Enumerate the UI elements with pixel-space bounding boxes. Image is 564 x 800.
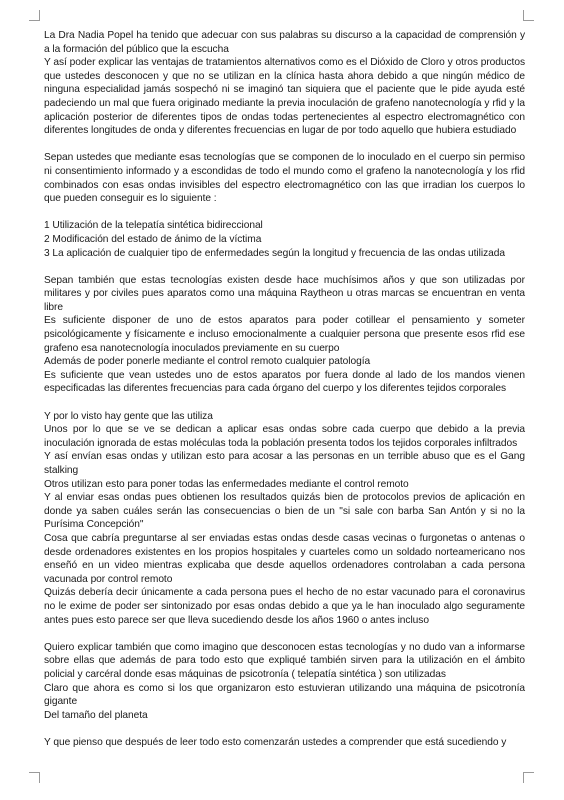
blank-line: [44, 260, 525, 274]
paragraph: Y por lo visto hay gente que las utiliza: [44, 410, 213, 422]
paragraph: Sepan ustedes que mediante esas tecnologías que se componen de lo inoculado en el cuerpo sin permiso ni consentimiento informado y a escondidas de todo el mundo como el grafeno la nanotecnología y los rfid combinados con esas ondas invisibles del espectro electromagnético con las que irradian los cuerpos lo que pueden conseguir es lo siguiente :: [44, 152, 525, 205]
corner-mark-bottom-right: [523, 772, 534, 783]
paragraph: Sepan también que estas tecnologías existen desde hace muchísimos años y que son utilizadas por militares y por civiles pues aparatos como una máquina Raytheon u otras marcas se encuentran en venta libre: [44, 274, 525, 313]
document-body: [44, 29, 525, 749]
corner-mark-top-right: [523, 10, 534, 21]
blank-line: [44, 396, 525, 410]
list-item: 2 Modificación del estado de ánimo de la víctima: [44, 233, 262, 245]
paragraph: Y que pienso que después de leer todo esto comenzarán ustedes a comprender que está sucediendo y: [44, 736, 507, 748]
paragraph: Y así poder explicar las ventajas de tratamientos alternativos como es el Dióxido de Cloro y otros productos que ustedes desconocen y que no se utilizan en la clínica hasta ahora debido a que ningún médico de ninguna especialidad jamás sospechó ni se imaginó tan siquiera que el paciente que le pide ayuda esté padeciendo un mal que fuera originado mediante la previa inoculación de grafeno nanotecnología y rfid y la aplicación posterior de diferentes tipos de ondas todas pertenecientes al espectro electromagnético con diferentes longitudes de onda y diferentes frecuencias en lugar de por todo aquello que hubiera estudiado: [44, 57, 525, 137]
paragraph: Quiero explicar también que como imagino que desconocen estas tecnologías y no dudo van a informarse sobre ellas que además de para todo esto que expliqué también sirven para la utilización en el ámbito policial y carcéral donde esas máquinas de psicotronía ( telepatía sintética ) son utilizadas: [44, 641, 525, 680]
list-item: 3 La aplicación de cualquier tipo de enfermedades según la longitud y frecuencia de las ondas utilizada: [44, 247, 505, 259]
blank-line: [44, 627, 525, 641]
blank-line: [44, 138, 525, 152]
corner-mark-bottom-left: [29, 772, 40, 783]
paragraph: Y así envían esas ondas y utilizan esto para acosar a las personas en un terrible abuso que es el Gang stalking: [44, 451, 525, 476]
paragraph: Del tamaño del planeta: [44, 709, 148, 721]
corner-mark-top-left: [29, 10, 40, 21]
list-item: 1 Utilización de la telepatía sintética bidireccional: [44, 220, 263, 232]
paragraph: Y al enviar esas ondas pues obtienen los resultados quizás bien de protocolos previos de aplicación en donde ya saben cuáles serán las consecuencias o bien de un "si sale con barba San Antón y si no la Purísima Concepción": [44, 492, 525, 531]
paragraph: Es suficiente que vean ustedes uno de estos aparatos por fuera donde al lado de los mandos vienen especificadas las diferentes frecuencias para cada órgano del cuerpo y los diferentes tejidos corporales: [44, 369, 525, 395]
paragraph: Es suficiente disponer de uno de estos aparatos para poder cotillear el pensamiento y someter psicológicamente y físicamente e incluso emocionalmente a cualquier persona que presente esos rfid ese grafeno esa nanotecnología inoculados previamente en su cuerpo: [44, 315, 525, 354]
paragraph: Unos por lo que se ve se dedican a aplicar esas ondas sobre cada cuerpo que debido a la previa inoculación ignorada de estas moléculas toda la población presenta todos los tejidos corporales infiltrados: [44, 424, 525, 449]
paragraph: Quizás debería decir únicamente a cada persona pues el hecho de no estar vacunado para el coronavirus no le exime de poder ser sintonizado por esas ondas debido a que ya le han inoculado algo seguramente antes pues esto parece ser que lleva sucediendo desde los años 1960 o antes incluso: [44, 587, 525, 626]
blank-line: [44, 722, 525, 736]
paragraph: La Dra Nadia Popel ha tenido que adecuar con sus palabras su discurso a la capacidad de comprensión y a la formación del público que la escucha: [44, 30, 525, 55]
paragraph: Además de poder ponerle mediante el control remoto cualquier patología: [44, 356, 371, 368]
paragraph: Claro que ahora es como si los que organizaron esto estuvieran utilizando una máquina de psicotronía gigante: [44, 682, 525, 708]
paragraph: Otros utilizan esto para poner todas las enfermedades mediante el control remoto: [44, 478, 409, 490]
paragraph: Cosa que cabría preguntarse al ser enviadas estas ondas desde casas vecinas o furgonetas o antenas o desde ordenadores existentes en los propios hospitales y cuarteles como un soldado norteamericano nos enseñó en un video mientras explicaba que desde aquellos ordenadores controlaban a cada persona vacunada por control remoto: [44, 532, 525, 585]
blank-line: [44, 206, 525, 220]
